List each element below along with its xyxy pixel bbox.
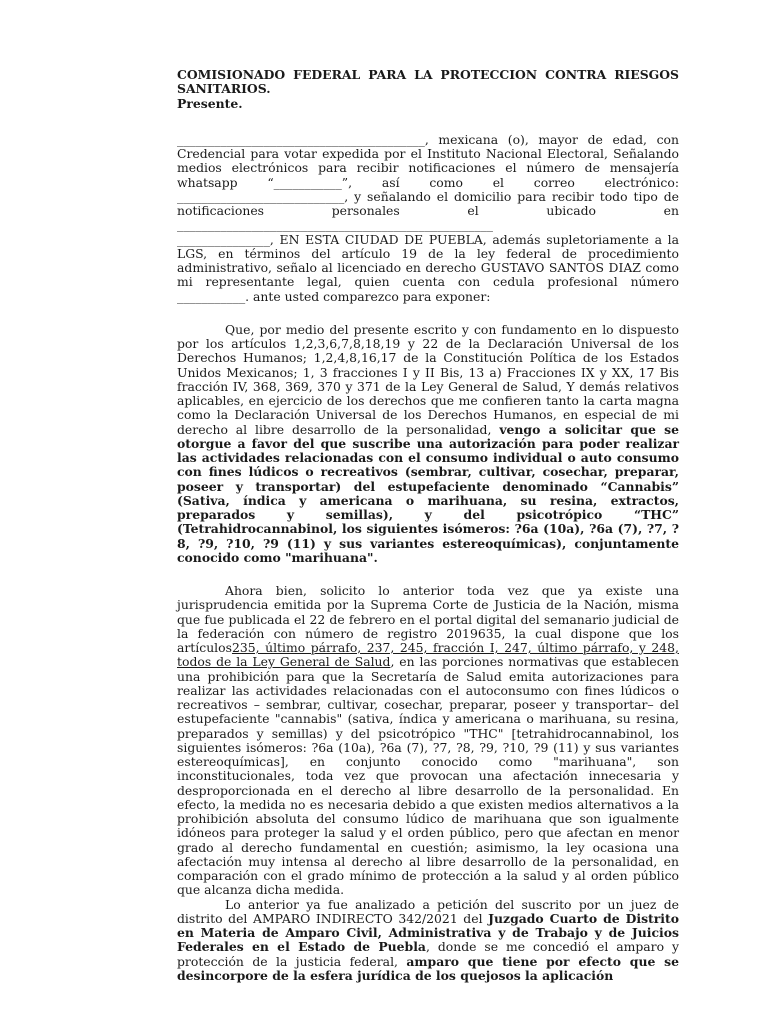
amparo-text-1: Lo anterior ya fue analizado a petición del suscrito por un juez de distrito del AMPARO INDIRECTO 342/2021 del bbox=[177, 896, 679, 926]
amparo-text-2: , donde se me concedió el amparo y protección de la justicia federal, bbox=[177, 939, 679, 969]
intro-paragraph-1 bbox=[177, 133, 679, 233]
jurisprudence-text-after: , en las porciones normativas que establecen una prohibición para que la Secretaría de Salud emita autorizaciones para realizar las actividades relacionadas con el autoconsumo con fines lúdicos o recreativos – sembrar, cultivar, cosechar, preparar, poseer y transportar– del estupefaciente "cannabis" (sativa, índica y americana o marihuana, su resina, preparados y semillas) y del psicotrópico "THC" [tetrahidrocannabinol, los siguientes isómeros: ?6a (10a), ?6a (7), ?7, ?8, ?9, ?10, ?9 (11) y sus variantes estereoquímicas], en conjunto conocido como "marihuana", son inconstitucionales, toda vez que provocan una afectación innecesaria y desproporcionada en el derecho al libre desarrollo de la personalidad. En efecto, la medida no es necesaria debido a que existen medios alternativos a la prohibición absoluta del consumo lúdico de marihuana que son igualmente idóneos para proteger la salud y el orden público, pero que afectan en menor grado al derecho fundamental en cuestión; asimismo, la ley ocasiona una afectación muy intensa al derecho al libre desarrollo de la personalidad, en comparación con el grado mínimo de protección a la salud y al orden público que alcanza dicha medida. bbox=[177, 654, 679, 898]
court-name: Juzgado Cuarto de Distrito en Materia de Amparo Civil, Administrativa y de Trabajo y de Juicios Federales en el Estado de Puebla bbox=[177, 910, 679, 955]
intro-paragraph-2 bbox=[177, 233, 679, 304]
intro-text-2: _______________, EN ESTA CIUDAD DE PUEBLA, además supletoriamente a la LGS, en términos del artículo 19 de la ley federal de procedimiento administrativo, señalo al licenciado en derecho GUSTAVO SANTOS DIAZ como mi representante legal, quien cuenta con cedula profesional número ___________. ante usted comparezco para exponer: bbox=[177, 231, 679, 304]
greeting: Presente. bbox=[177, 95, 243, 111]
jurisprudence-paragraph bbox=[177, 584, 679, 898]
amparo-effect: amparo que tiene por efecto que se desincorpore de la esfera jurídica de los quejosos la aplicación bbox=[177, 953, 679, 983]
amparo-paragraph bbox=[177, 898, 679, 984]
jurisprudence-text-before: Ahora bien, solicito lo anterior toda vez que ya existe una jurisprudencia emitida por la Suprema Corte de Justicia de la Nación, misma que fue publicada el 22 de febrero en el portal digital del semanario judicial de la federación con número de registro 2019635, la cual dispone que los artículos bbox=[177, 583, 679, 655]
request-bold-text: vengo a solicitar que se otorgue a favor del que suscribe una autorización para poder realizar las actividades relacionadas con el consumo individual o auto consumo con fines lúdicos o recreativos (sembrar, cultivar, cosechar, preparar, poseer y transportar) del estupefaciente denominado “Cannabis” (Sativa, índica y americana o marihuana, su resina, extractos, preparados y semillas), y del psicotrópico “THC” (Tetrahidrocannabinol, los siguientes isómeros: ?6a (10a), ?6a (7), ?7, ?8, ?9, ?10, ?9 (11) y sus variantes estereoquímicas), conjuntamente conocido como "marihuana". bbox=[177, 421, 679, 565]
intro-text-1: ________________________________________, mexicana (o), mayor de edad, con Credencial para votar expedida por el Instituto Nacional Electoral, Señalando medios electrónicos para recibir notificaciones el número de mensajería whatsapp “___________”, así como el correo electrónico: ___________________________, y señalando el domicilio para recibir todo tipo de notificaciones personales el ubicado en ___________________________________________________ bbox=[177, 131, 679, 233]
request-paragraph bbox=[177, 323, 679, 565]
addressee: COMISIONADO FEDERAL PARA LA PROTECCION CONTRA RIESGOS SANITARIOS. bbox=[177, 67, 679, 97]
request-text: Que, por medio del presente escrito y con fundamento en lo dispuesto por los artículos 1,2,3,6,7,8,18,19 y 22 de la Declaración Universal de los Derechos Humanos; 1,2,4,8,16,17 de la Constitución Política de los Estados Unidos Mexicanos; 1, 3 fracciones I y II Bis, 13 a) Fracciones IX y XX, 17 Bis fracción IV, 368, 369, 370 y 371 de la Ley General de Salud, Y demás relativos aplicables, en ejercicio de los derechos que me confieren tanto la carta magna como la Declaración Universal de los Derechos Humanos, en especial de mi derecho al libre desarrollo de la personalidad, bbox=[177, 321, 679, 437]
document-body bbox=[177, 68, 679, 983]
law-articles-underlined: 235, último párrafo, 237, 245, fracción I, 247, último párrafo, y 248, todos de la Ley General de Salud bbox=[177, 640, 679, 670]
